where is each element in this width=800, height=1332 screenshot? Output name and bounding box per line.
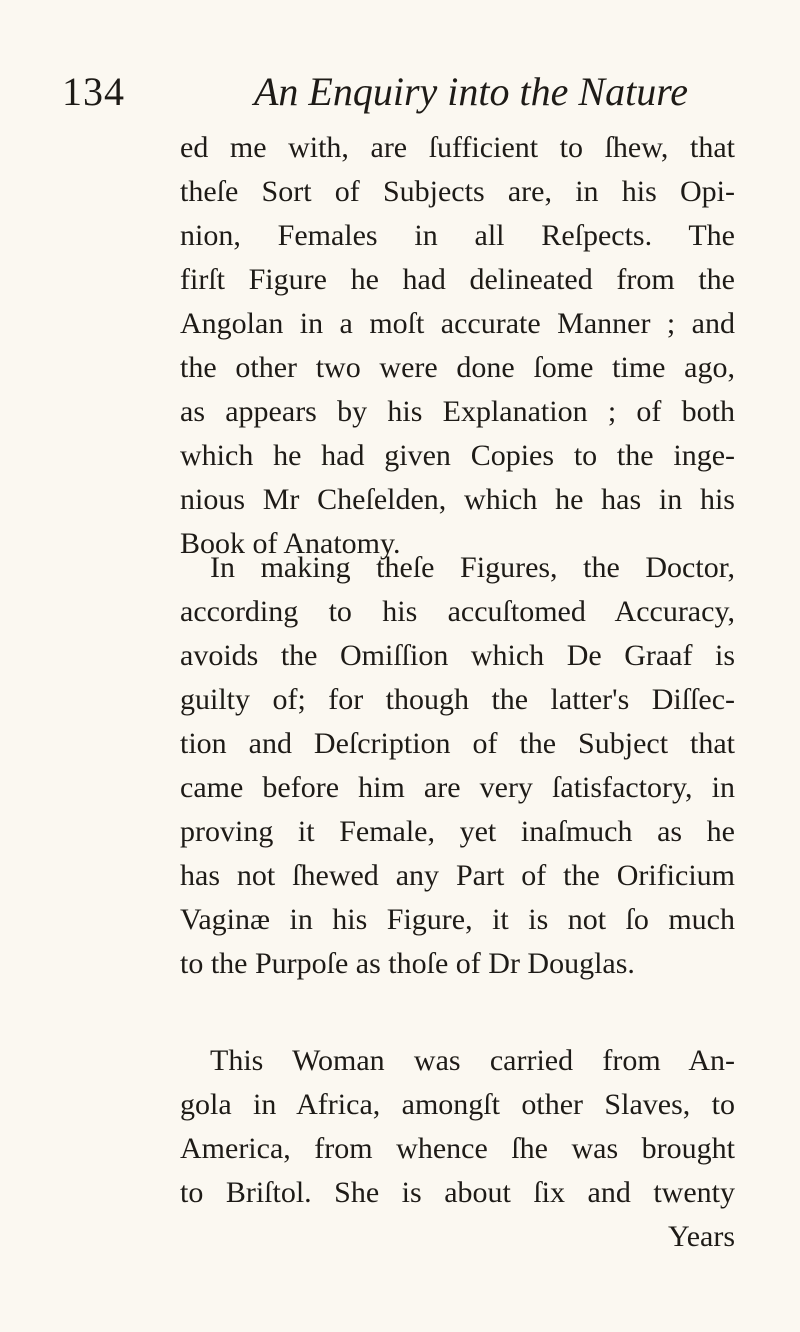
text-line: tion and Deſcription of the Subject that (180, 727, 735, 760)
text-line: theſe Sort of Subjects are, in his Opi- (180, 175, 735, 208)
text-line: guilty of; for though the latter's Diſſec- (180, 683, 735, 716)
text-line: America, from whence ſhe was brought (180, 1132, 735, 1165)
text-line: Angolan in a moſt accurate Manner ; and (180, 307, 735, 340)
text-line: to the Purpoſe as thoſe of Dr Douglas. (180, 947, 635, 980)
text-line: has not ſhewed any Part of the Orificium (180, 859, 735, 892)
text-line: according to his accuſtomed Accuracy, (180, 595, 735, 628)
catchword: Years (668, 1220, 735, 1253)
running-title: An Enquiry into the Nature (254, 69, 689, 114)
text-line: This Woman was carried from An- (210, 1044, 735, 1077)
text-line: came before him are very ſatisfactory, in (180, 771, 735, 804)
text-line: gola in Africa, amongſt other Slaves, to (180, 1088, 735, 1121)
paragraph-2 (180, 546, 735, 986)
text-line: nion, Females in all Reſpects. The (180, 219, 735, 252)
paragraph-3 (180, 1039, 735, 1259)
text-line: which he had given Copies to the inge- (180, 439, 735, 472)
text-line: Vaginæ in his Figure, it is not ſo much (180, 903, 735, 936)
text-line: as appears by his Explanation ; of both (180, 395, 735, 428)
text-line: nious Mr Cheſelden, which he has in his (180, 483, 735, 516)
page-number: 134 (62, 69, 125, 114)
text-line: to Briſtol. She is about ſix and twenty (180, 1176, 735, 1209)
page-header (62, 68, 700, 128)
text-line: firſt Figure he had delineated from the (180, 263, 735, 296)
text-line: proving it Female, yet inaſmuch as he (180, 815, 735, 848)
text-line: In making theſe Figures, the Doctor, (210, 551, 735, 584)
text-line: the other two were done ſome time ago, (180, 351, 735, 384)
text-line: Book of Anatomy. (180, 527, 401, 560)
text-line: ed me with, are ſufficient to ſhew, that (180, 131, 735, 164)
text-line: avoids the Omiſſion which De Graaf is (180, 639, 735, 672)
paragraph-1 (180, 126, 735, 566)
